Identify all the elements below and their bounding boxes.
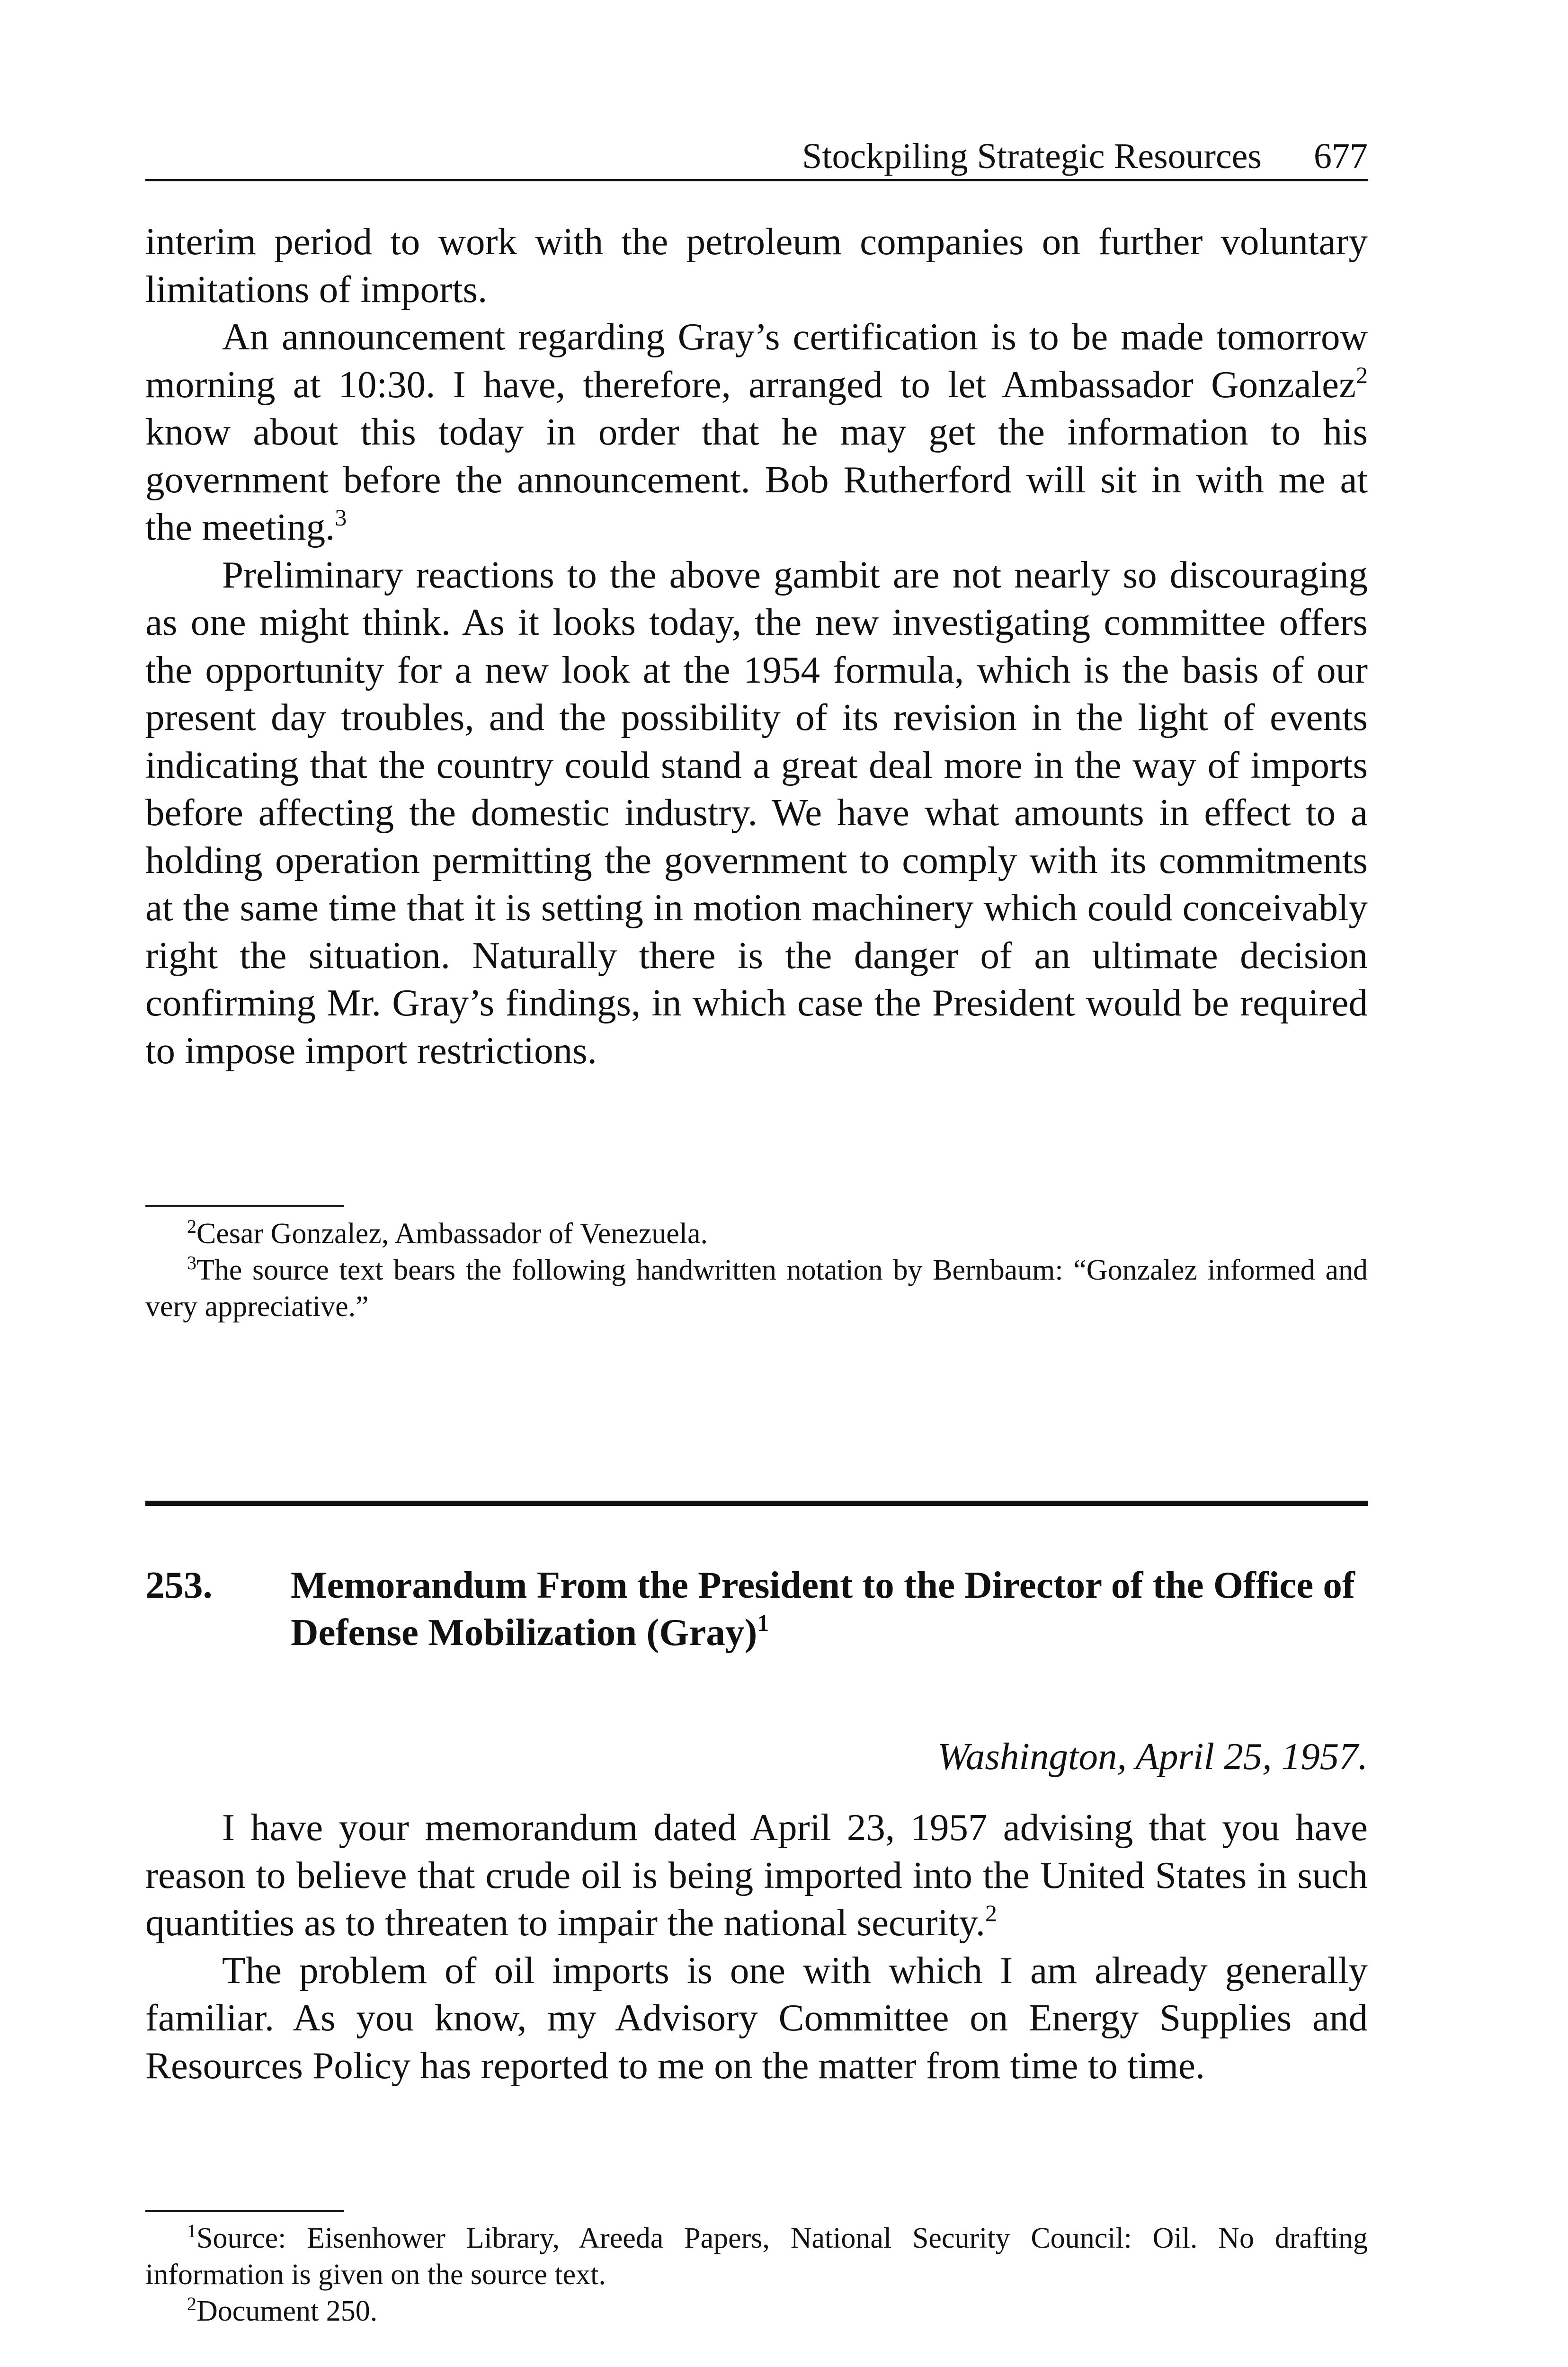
footnote (145, 1252, 1368, 1325)
footnote-ref: 3 (335, 504, 347, 531)
document-title-wrap (291, 1561, 1368, 1656)
paragraph-text: I have your memorandum dated April 23, 1957 advising that you have reason to believe that crude oil is being imported into the United States in such quantities as to threaten to impair the national security. (145, 1806, 1368, 1944)
top-footnotes (145, 1216, 1368, 1325)
footnote-mark: 2 (187, 2293, 196, 2314)
footnote-mark: 3 (187, 1252, 196, 1273)
footnote-text: Cesar Gonzalez, Ambassador of Venezuela. (196, 1218, 708, 1250)
document-body (145, 1804, 1368, 2089)
paragraph-announcement (145, 313, 1368, 551)
paragraph-memorandum (145, 1804, 1368, 1947)
page-number: 677 (1314, 136, 1368, 176)
paragraph-continuation: interim period to work with the petroleum companies on further voluntary limitations of imports. (145, 220, 1368, 311)
paragraph-text: know about this today in order that he may get the information to his government before the announcement. Bob Rutherford will sit in with me at the meeting. (145, 410, 1368, 548)
document-number: 253. (145, 1564, 213, 1606)
paragraph-reactions: Preliminary reactions to the above gambit are not nearly so discouraging as one might think. As it looks today, the new investigating committee offers the opportunity for a new look at the 1954 formula, which is the basis of our present day troubles, and the possibility of its revision in the light of events indicating that the country could stand a great deal more in the way of imports before affecting the domestic industry. We have what amounts in effect to a holding operation permitting the government to comply with its commitments at the same time that it is setting in motion machinery which could conceivably right the situation. Naturally there is the danger of an ultimate decision confirming Mr. Gray’s findings, in which case the President would be required to impose import restrictions. (145, 553, 1368, 1072)
footnote-rule (145, 1205, 344, 1207)
footnote-ref: 1 (757, 1610, 769, 1636)
document-heading (145, 1561, 1368, 1656)
section-divider (145, 1501, 1368, 1506)
paragraph-text: An announcement regarding Gray’s certification is to be made tomorrow morning at 10:30. I have, therefore, arranged to let Ambassador Gonzalez (145, 315, 1368, 406)
footnote-text: The source text bears the following handwritten notation by Bernbaum: “Gonzalez informed and very appreciative.” (145, 1254, 1368, 1323)
running-head-title: Stockpiling Strategic Resources (802, 136, 1262, 176)
footnote-mark: 1 (187, 2220, 196, 2242)
footnote-text: Document 250. (196, 2295, 378, 2327)
dateline: Washington, April 25, 1957. (937, 1735, 1368, 1778)
document-footnotes (145, 2220, 1368, 2330)
footnote (145, 2220, 1368, 2293)
top-section-body (145, 218, 1368, 1074)
footnote-mark: 2 (187, 1216, 196, 1237)
footnote (145, 2293, 1368, 2330)
footnote-rule (145, 2210, 344, 2212)
running-head (145, 133, 1368, 181)
footnote-text: Source: Eisenhower Library, Areeda Papers, National Security Council: Oil. No drafting information is given on the source text. (145, 2222, 1368, 2291)
footnote (145, 1216, 1368, 1252)
footnote-ref: 2 (985, 1900, 997, 1926)
paragraph-text: The problem of oil imports is one with which I am already generally familiar. As you know, my Advisory Committee on Energy Supplies and Resources Policy has reported to me on the matter from time to time. (145, 1949, 1368, 2087)
document-title: Memorandum From the President to the Director of the Office of Defense Mobilization (Gray) (291, 1564, 1355, 1654)
footnote-ref: 2 (1356, 361, 1368, 388)
paragraph-oil-imports (145, 1947, 1368, 2090)
